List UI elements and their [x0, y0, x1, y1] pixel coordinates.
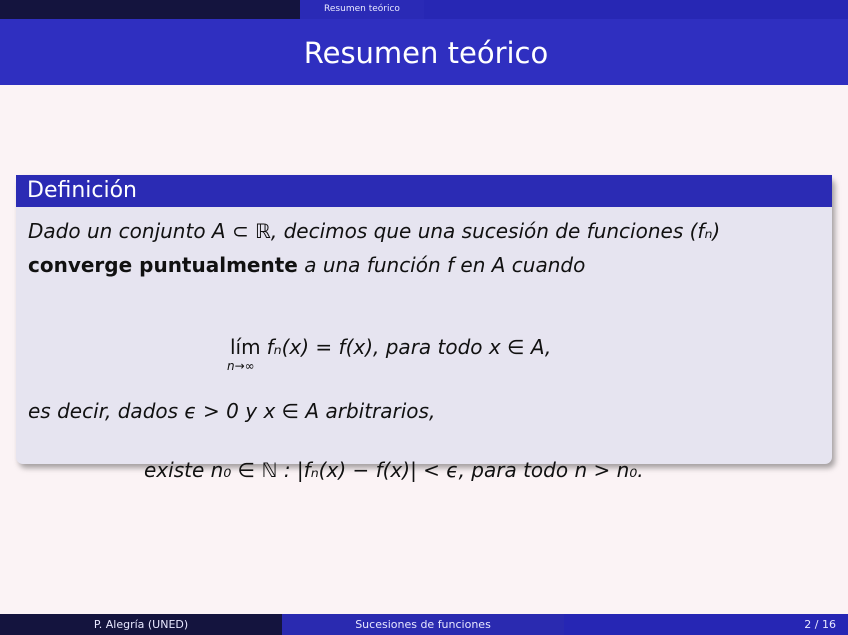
footer-talk-title: Sucesiones de funciones: [282, 614, 564, 635]
footer-page-number: 2 / 16: [564, 614, 848, 635]
limit-operator: [227, 335, 261, 373]
definition-line-2-rest: a una función f en A cuando: [297, 253, 586, 277]
top-navigation-bar: [0, 0, 848, 19]
limit-subscript: n→∞: [227, 359, 255, 373]
epsilon-condition-equation: existe n₀ ∈ ℕ : |fₙ(x) − f(x)| < ϵ, para todo n > n₀.: [144, 458, 644, 482]
section-breadcrumb[interactable]: Resumen teórico: [300, 0, 424, 19]
definition-block-title: Definición: [16, 175, 832, 207]
limit-expression: fₙ(x) = f(x), para todo x ∈ A,: [266, 335, 552, 359]
definition-line-4: es decir, dados ϵ > 0 y x ∈ A arbitrarios,: [28, 399, 436, 423]
definition-line-2: [28, 253, 585, 277]
limit-equation: [227, 335, 552, 373]
footer-bar: [0, 614, 848, 635]
frame-title: Resumen teórico: [303, 36, 549, 70]
definition-line-1: Dado un conjunto A ⊂ ℝ, decimos que una sucesión de funciones (fₙ): [28, 219, 721, 243]
limit-label: lím: [230, 335, 261, 359]
definition-block: [16, 175, 832, 482]
frame-title-bar: [0, 19, 848, 85]
definition-term: converge puntualmente: [28, 253, 298, 277]
footer-author: P. Alegría (UNED): [0, 614, 282, 635]
